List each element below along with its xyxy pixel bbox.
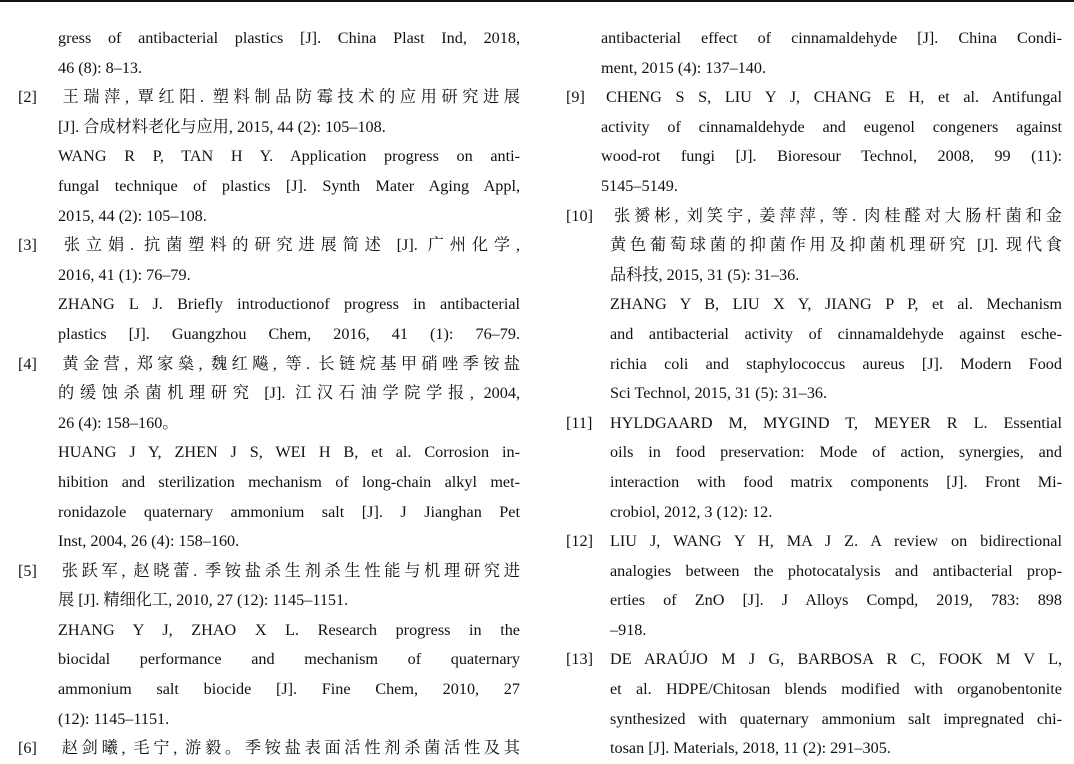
reference-line xyxy=(18,261,520,291)
reference-line xyxy=(18,527,520,557)
reference-text: 2015, 44 (2): 105–108. xyxy=(58,206,207,225)
reference-text: oils in food preservation: Mode of action, synergies, and xyxy=(610,443,1062,462)
reference-text: 5145–5149. xyxy=(601,176,678,195)
reference-line xyxy=(18,498,520,528)
reference-number: [13] xyxy=(566,650,593,669)
reference-line xyxy=(566,113,1062,143)
reference-text: interaction with food matrix components [J]. Front Mi- xyxy=(610,472,1062,491)
reference-line xyxy=(18,586,520,616)
reference-text: ZHANG Y B, LIU X Y, JIANG P P, et al. Mechanism xyxy=(610,295,1062,314)
reference-entry-start xyxy=(18,734,520,764)
reference-line xyxy=(18,616,520,646)
reference-line xyxy=(18,675,520,705)
reference-text: hibition and sterilization mechanism of long-chain alkyl met- xyxy=(58,472,520,491)
reference-entry-start xyxy=(566,645,1062,675)
reference-text: Sci Technol, 2015, 31 (5): 31–36. xyxy=(610,384,828,403)
reference-number: [6] xyxy=(18,739,37,758)
reference-line xyxy=(566,675,1062,705)
reference-number: [4] xyxy=(18,354,37,373)
reference-line xyxy=(18,54,520,84)
reference-text: wood-rot fungi [J]. Bioresour Technol, 2008, 99 (11): xyxy=(601,147,1062,166)
top-rule xyxy=(0,0,1074,2)
reference-line xyxy=(566,24,1062,54)
reference-text: 26 (4): 158–160。 xyxy=(58,413,179,432)
reference-line xyxy=(566,142,1062,172)
reference-text: ZHANG Y J, ZHAO X L. Research progress in the xyxy=(58,620,520,639)
reference-text: (12): 1145–1151. xyxy=(58,709,170,728)
reference-text: DE ARAÚJO M J G, BARBOSA R C, FOOK M V L, xyxy=(610,650,1062,669)
reference-text: fungal technique of plastics [J]. Synth Mater Aging Appl, xyxy=(58,176,520,195)
reference-line xyxy=(18,113,520,143)
reference-line xyxy=(18,142,520,172)
reference-text: et al. HDPE/Chitosan blends modified with organobentonite xyxy=(610,680,1062,699)
reference-text: 黄金营, 郑家燊, 魏红飚, 等. 长链烷基甲硝唑季铵盐 xyxy=(58,354,520,373)
reference-line xyxy=(18,705,520,735)
reference-text: HUANG J Y, ZHEN J S, WEI H B, et al. Corrosion in- xyxy=(58,443,520,462)
reference-text: LIU J, WANG Y H, MA J Z. A review on bidirectional xyxy=(610,532,1062,551)
reference-text: 黄色葡萄球菌的抑菌作用及抑菌机理研究 [J]. 现代食 xyxy=(610,236,1062,255)
reference-entry-start xyxy=(18,231,520,261)
reference-text: ronidazole quaternary ammonium salt [J]. J Jianghan Pet xyxy=(58,502,520,521)
reference-line xyxy=(18,290,520,320)
reference-line xyxy=(18,379,520,409)
reference-number: [2] xyxy=(18,88,37,107)
reference-entry-start xyxy=(18,83,520,113)
reference-text: [J]. 合成材料老化与应用, 2015, 44 (2): 105–108. xyxy=(58,117,386,136)
reference-text: 王瑞萍, 覃红阳. 塑料制品防霉技术的应用研究进展 xyxy=(58,88,520,107)
reference-line xyxy=(18,438,520,468)
reference-line xyxy=(566,261,1062,291)
reference-text: 46 (8): 8–13. xyxy=(58,58,143,77)
reference-text: 2016, 41 (1): 76–79. xyxy=(58,265,191,284)
reference-text: and antibacterial activity of cinnamaldehyde against esche- xyxy=(610,324,1062,343)
reference-entry-start xyxy=(566,83,1062,113)
reference-line xyxy=(566,290,1062,320)
reference-number: [12] xyxy=(566,532,593,551)
reference-number: [9] xyxy=(566,88,585,107)
reference-text: gress of antibacterial plastics [J]. China Plast Ind, 2018, xyxy=(58,29,520,47)
reference-text: –918. xyxy=(610,620,647,639)
reference-text: richia coli and staphylococcus aureus [J]. Modern Food xyxy=(610,354,1062,373)
reference-entry-start xyxy=(18,350,520,380)
reference-text: CHENG S S, LIU Y J, CHANG E H, et al. Antifungal xyxy=(606,88,1062,107)
reference-text: biocidal performance and mechanism of quaternary xyxy=(58,650,520,669)
reference-line xyxy=(566,557,1062,587)
reference-line xyxy=(566,231,1062,261)
reference-line xyxy=(566,320,1062,350)
reference-text: crobiol, 2012, 3 (12): 12. xyxy=(610,502,773,521)
reference-entry-start xyxy=(566,409,1062,439)
reference-line xyxy=(566,616,1062,646)
reference-text: analogies between the photocatalysis and antibacterial prop- xyxy=(610,561,1062,580)
reference-text: HYLDGAARD M, MYGIND T, MEYER R L. Essential xyxy=(610,413,1062,432)
reference-line xyxy=(18,320,520,350)
reference-text: 赵剑曦, 毛宁, 游毅。季铵盐表面活性剂杀菌活性及其 xyxy=(58,739,520,758)
reference-line xyxy=(18,409,520,439)
reference-line xyxy=(566,705,1062,735)
reference-text: plastics [J]. Guangzhou Chem, 2016, 41 (1): 76–79. xyxy=(58,324,520,343)
reference-text: erties of ZnO [J]. J Alloys Compd, 2019, 783: 898 xyxy=(610,591,1062,610)
reference-number: [10] xyxy=(566,206,593,225)
reference-line xyxy=(566,734,1062,764)
reference-text: 张跃军, 赵晓蕾. 季铵盐杀生剂杀生性能与机理研究进 xyxy=(58,561,520,580)
reference-text: 品科技, 2015, 31 (5): 31–36. xyxy=(610,265,800,284)
reference-number: [11] xyxy=(566,413,593,432)
reference-text: activity of cinnamaldehyde and eugenol congeners against xyxy=(601,117,1062,136)
reference-line xyxy=(18,172,520,202)
reference-text: antibacterial effect of cinnamaldehyde [J]. China Condi- xyxy=(601,29,1062,47)
reference-line xyxy=(18,202,520,232)
reference-line xyxy=(18,645,520,675)
reference-text: 张赟彬, 刘笑宇, 姜萍萍, 等. 肉桂醛对大肠杆菌和金 xyxy=(610,206,1062,225)
reference-text: 展 [J]. 精细化工, 2010, 27 (12): 1145–1151. xyxy=(58,591,349,610)
reference-number: [5] xyxy=(18,561,37,580)
reference-line xyxy=(18,24,520,54)
reference-column-right xyxy=(566,24,1062,764)
reference-text: ment, 2015 (4): 137–140. xyxy=(601,58,767,77)
reference-text: 张立娟. 抗菌塑料的研究进展简述 [J]. 广州化学, xyxy=(58,236,520,255)
reference-text: synthesized with quaternary ammonium salt impregnated chi- xyxy=(610,709,1062,728)
reference-line xyxy=(566,586,1062,616)
reference-text: ZHANG L J. Briefly introductionof progress in antibacterial xyxy=(58,295,520,314)
reference-text: 的缓蚀杀菌机理研究 [J]. 江汉石油学院学报, 2004, xyxy=(58,384,520,403)
reference-text: WANG R P, TAN H Y. Application progress on anti- xyxy=(58,147,520,166)
reference-entry-start xyxy=(18,557,520,587)
reference-line xyxy=(566,350,1062,380)
reference-line xyxy=(566,468,1062,498)
reference-text: Inst, 2004, 26 (4): 158–160. xyxy=(58,532,240,551)
reference-number: [3] xyxy=(18,236,37,255)
reference-entry-start xyxy=(566,527,1062,557)
reference-line xyxy=(566,498,1062,528)
reference-text: tosan [J]. Materials, 2018, 11 (2): 291–305. xyxy=(610,739,891,758)
reference-line xyxy=(566,438,1062,468)
reference-column-left xyxy=(18,24,520,764)
reference-line xyxy=(18,468,520,498)
reference-line xyxy=(566,172,1062,202)
reference-text: ammonium salt biocide [J]. Fine Chem, 2010, 27 xyxy=(58,680,520,699)
reference-entry-start xyxy=(566,202,1062,232)
reference-line xyxy=(566,379,1062,409)
reference-line xyxy=(566,54,1062,84)
